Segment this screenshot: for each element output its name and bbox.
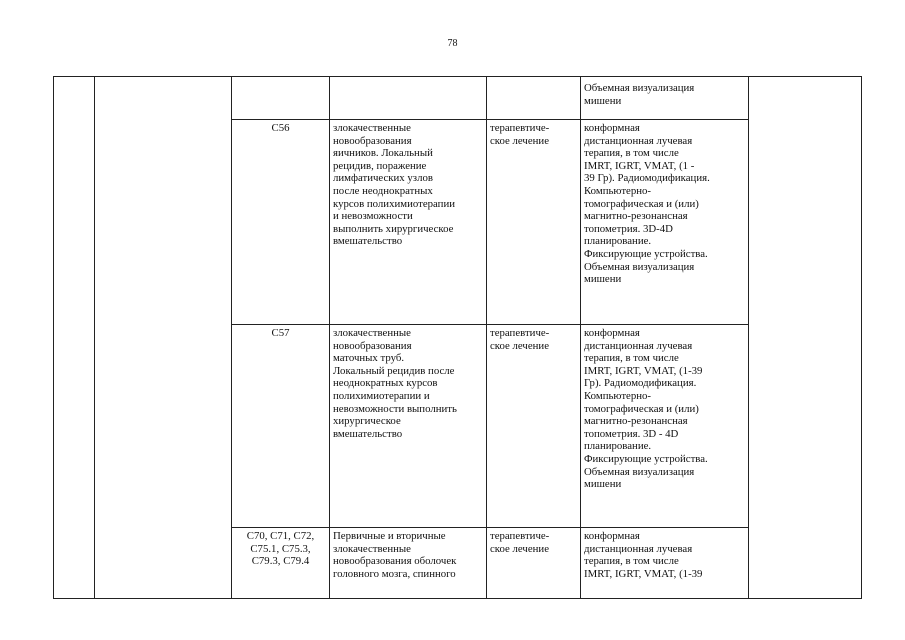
patient-model-cell [330,77,487,120]
number-cell [54,77,95,599]
diagnosis-code-cell: C70, C71, C72, C75.1, C75.3, C79.3, C79.4 [232,528,330,599]
diagnosis-code-cell: C56 [232,120,330,325]
patient-model-cell: злокачественные новообразования яичников. Локальный рецидив, поражение лимфатических узлов после неоднократных курсов полихимиотерапии и невозможности выполнить хирургическое вмешательство [330,120,487,325]
page-number: 78 [447,38,458,49]
medical-care-table [53,76,862,599]
treatment-method-cell: конформная дистанционная лучевая терапия, в том числе IMRT, IGRT, VMAT, (1 - 39 Гр). Радиомодификация. Компьютерно- томографическая и (или) магнитно-резонансная топометрия. 3D-4D планирование. Фиксирующие устройства. Объемная визуализация мишени [581,120,749,325]
diagnosis-code-cell: C57 [232,325,330,528]
treatment-type-cell: терапевтиче- ское лечение [487,528,581,599]
group-name-cell [95,77,232,599]
diagnosis-code-cell [232,77,330,120]
treatment-method-cell: конформная дистанционная лучевая терапия, в том числе IMRT, IGRT, VMAT, (1-39 Гр). Радиомодификация. Компьютерно- томографическая и (или) магнитно-резонансная топометрия. 3D - 4D планирование. Фиксирующие устройства. Объемная визуализация мишени [581,325,749,528]
treatment-method-cell: конформная дистанционная лучевая терапия, в том числе IMRT, IGRT, VMAT, (1-39 [581,528,749,599]
treatment-method-cell: Объемная визуализация мишени [581,77,749,120]
patient-model-cell: злокачественные новообразования маточных труб. Локальный рецидив после неоднократных курсов полихимиотерапии и невозможности выполнить хирургическое вмешательство [330,325,487,528]
treatment-type-cell: терапевтиче- ское лечение [487,120,581,325]
patient-model-cell: Первичные и вторичные злокачественные новообразования оболочек головного мозга, спинного [330,528,487,599]
treatment-type-cell [487,77,581,120]
table-row [54,77,862,120]
treatment-type-cell: терапевтиче- ское лечение [487,325,581,528]
cost-cell [749,77,862,599]
